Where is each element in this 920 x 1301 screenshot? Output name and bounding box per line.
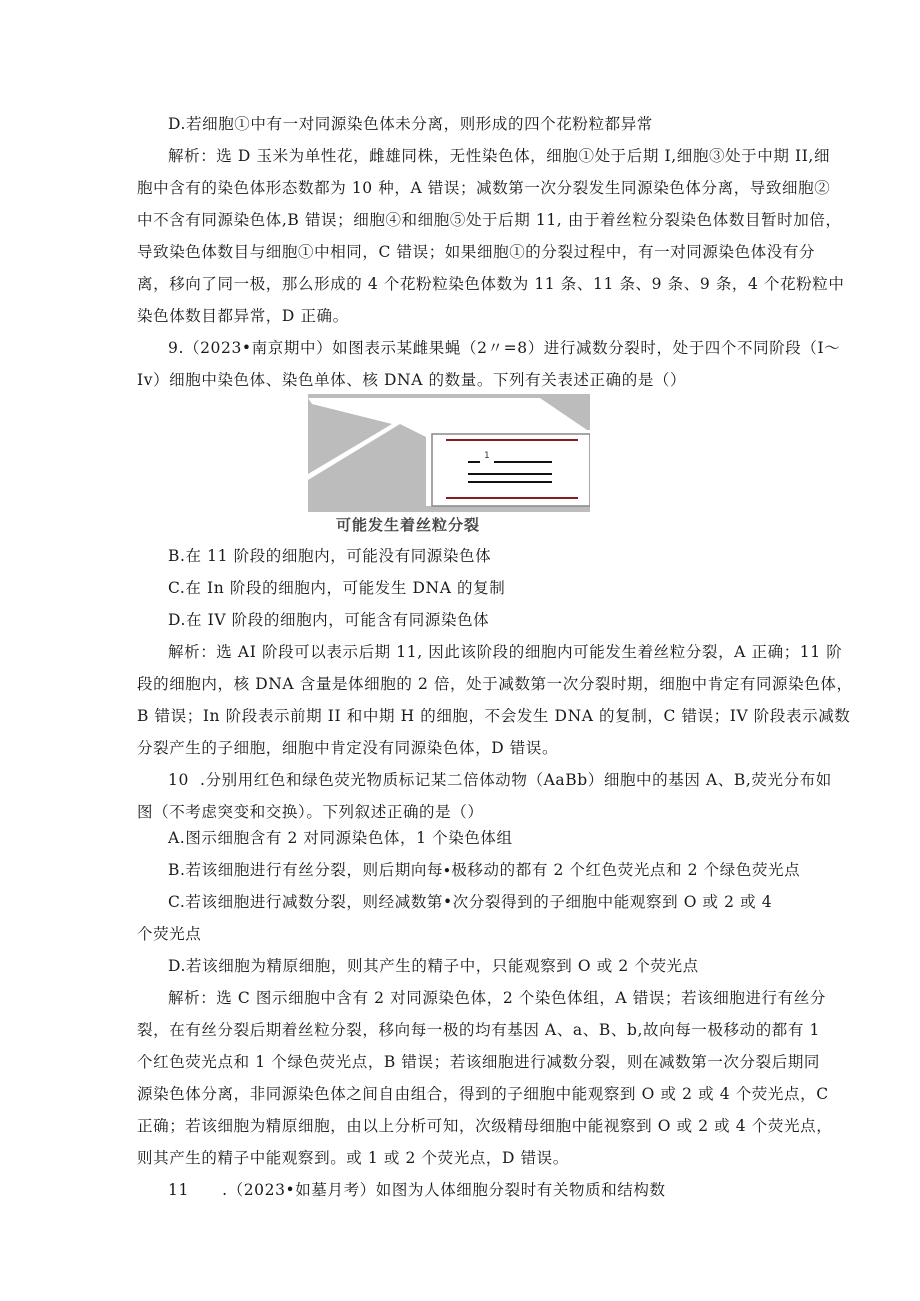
- text-line: 图（不考虑突变和交换）。下列叙述正确的是（）: [137, 803, 484, 821]
- text-line: B.在 11 阶段的细胞内，可能没有同源染色体: [168, 547, 492, 565]
- figure-graphic: [308, 394, 590, 512]
- inner-panel: [426, 430, 590, 506]
- text-line: 分裂产生的子细胞，细胞中肯定没有同源染色体，D 错误。: [137, 739, 559, 757]
- text-line: 个荧光点: [137, 925, 202, 943]
- text-line: 9.（2023•南京期中）如图表示某雌果蝇（2〃=8）进行减数分裂时，处于四个不同阶段（I〜: [168, 339, 841, 357]
- text-line: 胞中含有的染色体形态数都为 10 种，A 错误；减数第一次分裂发生同源染色体分离，导致细胞②: [137, 179, 831, 197]
- text-line: B 错误；In 阶段表示前期 II 和中期 H 的细胞，不会发生 DNA 的复制，C 错误；IV 阶段表示减数: [137, 707, 851, 725]
- text-line: 10 .分别用红色和绿色荧光物质标记某二倍体动物（AaBb）细胞中的基因 A、B,荧光分布如: [168, 771, 832, 789]
- text-line: C.若该细胞进行减数分裂，则经减数第•次分裂得到的子细胞中能观察到 O 或 2 或 4: [168, 893, 773, 911]
- text-line: 源染色体分离，非同源染色体之间自由组合，得到的子细胞中能观察到 O 或 2 或 4 个荧光点，C: [137, 1085, 829, 1103]
- text-line: 解析：选 D 玉米为单性花，雌雄同株，无性染色体，细胞①处于后期 I,细胞③处于中期 II,细: [168, 147, 831, 165]
- text-line: 解析：选 C 图示细胞中含有 2 对同源染色体，2 个染色体组，A 错误；若该细胞进行有丝分: [168, 989, 826, 1007]
- text-line: 裂，在有丝分裂后期着丝粒分裂，移向每一极的均有基因 A、a、B、b,故向每一极移动的都有 1: [137, 1021, 820, 1039]
- text-line: 则其产生的精子中能观察到。或 1 或 2 个荧光点，D 错误。: [137, 1149, 569, 1167]
- text-line: Iv）细胞中染色体、染色单体、核 DNA 的数量。下列有关表述正确的是（）: [137, 371, 687, 389]
- text-line: D.在 IV 阶段的细胞内，可能含有同源染色体: [168, 611, 490, 629]
- text-line: 导致染色体数目与细胞①中相同，C 错误；如果细胞①的分裂过程中，有一对同源染色体没有分: [137, 243, 816, 261]
- text-line: C.在 In 阶段的细胞内，可能发生 DNA 的复制: [168, 579, 506, 597]
- text-line: 离，移向了同一极，那么形成的 4 个花粉粒染色体数为 11 条、11 条、9 条、9 条，4 个花粉粒中: [137, 275, 845, 293]
- text-line: 个红色荧光点和 1 个绿色荧光点，B 错误；若该细胞进行减数分裂，则在减数第一次分裂后期同: [137, 1053, 821, 1071]
- text-line: A.图示细胞含有 2 对同源染色体，1 个染色体组: [168, 829, 513, 847]
- text-line: D.若该细胞为精原细胞，则其产生的精子中，只能观察到 O 或 2 个荧光点: [168, 957, 699, 975]
- figure-image: [308, 394, 590, 512]
- text-line: 段的细胞内，核 DNA 含量是体细胞的 2 倍，处于减数第一次分裂时期，细胞中肯定有同源染色体，: [137, 675, 853, 693]
- text-line: 染色体数目都异常，D 正确。: [137, 307, 349, 325]
- text-line: 中不含有同源染色体,B 错误；细胞④和细胞⑤处于后期 11, 由于着丝粒分裂染色体数目暂时加倍，: [137, 211, 842, 229]
- text-line: 解析：选 AI 阶段可以表示后期 11, 因此该阶段的细胞内可能发生着丝粒分裂，A 正确；11 阶: [168, 643, 843, 661]
- text-line: 正确；若该细胞为精原细胞，由以上分析可知，次级精母细胞中能视察到 O 或 2 或 4 个荧光点，: [137, 1117, 833, 1135]
- text-line: D.若细胞①中有一对同源染色体未分离，则形成的四个花粉粒都异常: [168, 115, 653, 133]
- text-line: B.若该细胞进行有丝分裂，则后期向每∙极移动的都有 2 个红色荧光点和 2 个绿色荧光点: [168, 861, 801, 879]
- figure-caption: 可能发生着丝粒分裂: [336, 516, 481, 534]
- text-line: 11 .（2023•如墓月考）如图为人体细胞分裂时有关物质和结构数: [168, 1181, 666, 1199]
- figure-mark: 1: [484, 451, 490, 461]
